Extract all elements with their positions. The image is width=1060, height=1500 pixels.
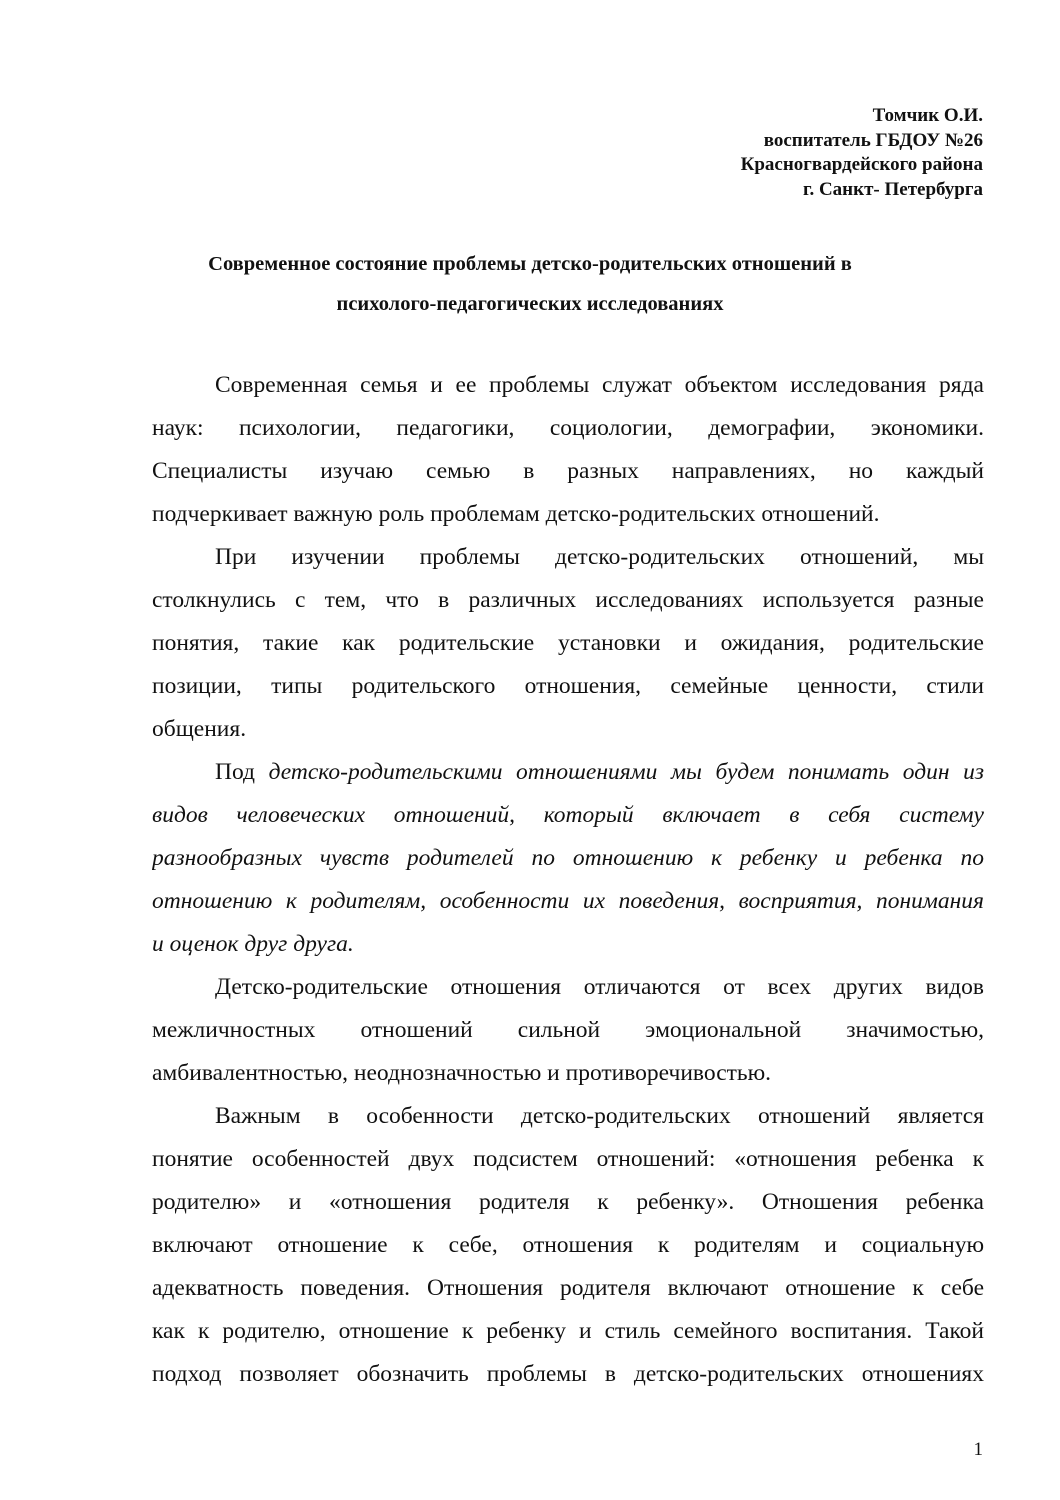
author-position: воспитатель ГБДОУ №26 [763, 129, 983, 151]
definition-prefix: Под [215, 759, 269, 785]
author-city: г. Санкт- Петербурга [802, 178, 983, 200]
paragraph-line: адекватность поведения. Отношения родителя включают отношение к себе [152, 1275, 984, 1301]
paragraph-line: Детско-родительские отношения отличаются от всех других видов [215, 974, 984, 1000]
article-title [110, 244, 950, 324]
paragraph-line [152, 751, 984, 794]
paragraph-line: родителю» и «отношения родителя к ребенку». Отношения ребенка [152, 1189, 984, 1215]
paragraph-5 [152, 1095, 984, 1396]
title-line-1: Современное состояние проблемы детско-родительских отношений в [208, 253, 852, 275]
paragraph-line: Важным в особенности детско-родительских отношений является [215, 1103, 984, 1129]
paragraph-line: При изучении проблемы детско-родительских отношений, мы [215, 544, 984, 570]
paragraph-line: понятие особенностей двух подсистем отношений: «отношения ребенка к [152, 1146, 984, 1172]
paragraph-line: Современная семья и ее проблемы служат объектом исследования ряда [215, 372, 984, 398]
paragraph-3-definition [152, 751, 984, 966]
definition-line: видов человеческих отношений, который включает в себя систему [152, 802, 984, 828]
definition-line: отношению к родителям, особенности их поведения, восприятия, понимания [152, 888, 984, 914]
paragraph-line: амбивалентностью, неоднозначностью и противоречивостью. [152, 1060, 772, 1086]
paragraph-line: межличностных отношений сильной эмоциональной значимостью, [152, 1017, 984, 1043]
paragraph-line: позиции, типы родительского отношения, семейные ценности, стили [152, 673, 984, 699]
paragraph-line: подчеркивает важную роль проблемам детско-родительских отношений. [152, 501, 880, 527]
author-district: Красногвардейского района [740, 154, 983, 175]
paragraph-2 [152, 536, 984, 751]
article-body [152, 364, 984, 1396]
title-line-2: психолого-педагогических исследованиях [336, 293, 724, 315]
author-name: Томчик О.И. [872, 105, 983, 126]
paragraph-line: включают отношение к себе, отношения к родителям и социальную [152, 1232, 984, 1258]
paragraph-line: Специалисты изучаю семью в разных направлениях, но каждый [152, 458, 984, 484]
definition-line: разнообразных чувств родителей по отношению к ребенку и ребенка по [152, 845, 984, 871]
paragraph-1 [152, 364, 984, 536]
paragraph-line: подход позволяет обозначить проблемы в детско-родительских отношениях [152, 1361, 984, 1387]
definition-line: и оценок друг друга. [152, 931, 354, 957]
paragraph-line: общения. [152, 716, 247, 742]
page-number: 1 [973, 1439, 983, 1460]
paragraph-line: понятия, такие как родительские установки и ожидания, родительские [152, 630, 984, 656]
paragraph-line: как к родителю, отношение к ребенку и стиль семейного воспитания. Такой [152, 1318, 984, 1344]
paragraph-4 [152, 966, 984, 1095]
paragraph-line: столкнулись с тем, что в различных исследованиях используется разные [152, 587, 984, 613]
definition-italic-text: детско-родительскими отношениями мы будем понимать один из [268, 759, 984, 785]
paragraph-line: наук: психологии, педагогики, социологии, демографии, экономики. [152, 415, 984, 441]
author-block [741, 104, 983, 202]
